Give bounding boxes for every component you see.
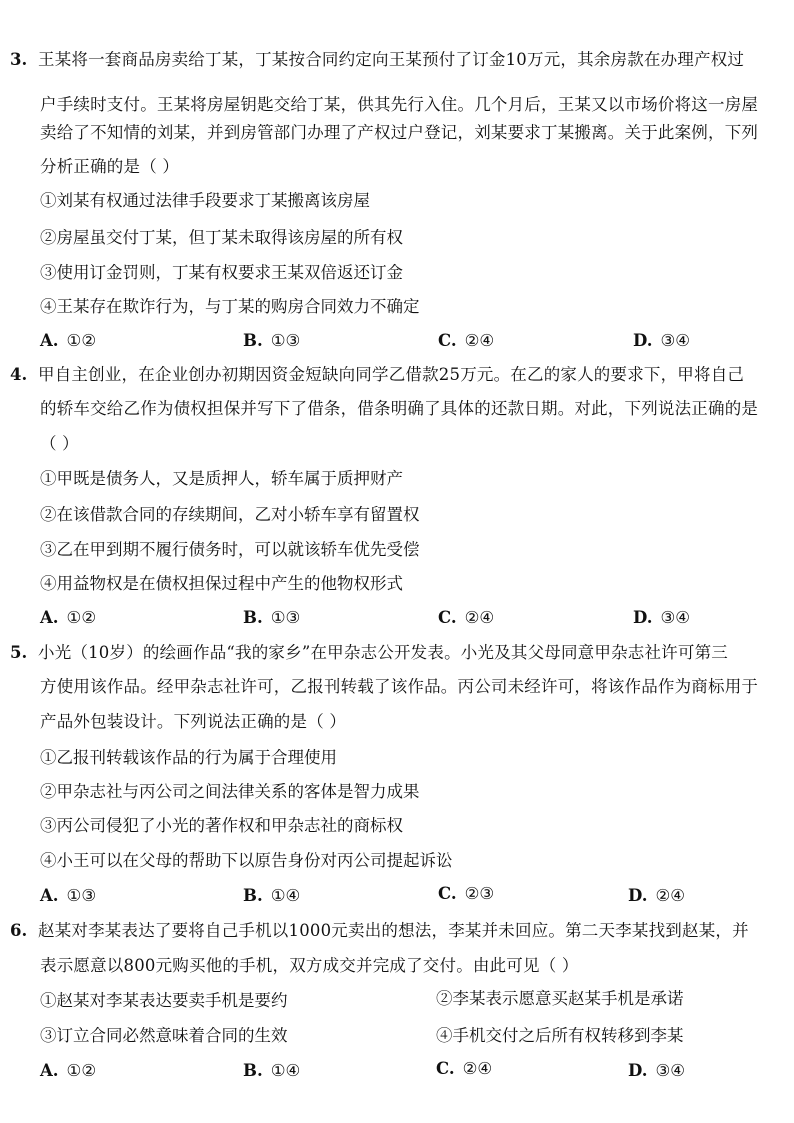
choice-text: ②④ — [464, 331, 495, 350]
choice-text: ①③ — [270, 331, 301, 350]
option-item: ③使用订金罚则，丁某有权要求王某双倍返还订金 — [40, 263, 403, 282]
option-item: ①刘某有权通过法律手段要求丁某搬离该房屋 — [40, 191, 370, 210]
question-stem-line: 赵某对李某表达了要将自己手机以1000元卖出的想法，李某并未回应。第二天李某找到赵某，并 — [38, 921, 749, 940]
choice-c[interactable] — [438, 607, 494, 629]
question-stem-line: 产品外包装设计。下列说法正确的是（ ） — [40, 712, 347, 731]
option-item: ③乙在甲到期不履行债务时，可以就该轿车优先受偿 — [40, 540, 420, 559]
question-stem-line: 卖给了不知情的刘某，并到房管部门办理了产权过户登记，刘某要求丁某搬离。关于此案例，下列 — [40, 123, 759, 142]
choice-letter: D. — [633, 608, 653, 627]
choice-d[interactable] — [633, 330, 690, 352]
choice-letter: A. — [40, 608, 59, 627]
option-item: ①甲既是债务人，又是质押人，轿车属于质押财产 — [40, 469, 403, 488]
choice-a[interactable] — [40, 885, 96, 907]
choice-letter: D. — [628, 886, 648, 905]
choice-b[interactable] — [243, 885, 300, 907]
choice-letter: C. — [438, 608, 457, 627]
choice-d[interactable] — [628, 885, 685, 907]
question-stem-line: 方使用该作品。经甲杂志社许可，乙报刊转载了该作品。丙公司未经许可，将该作品作为商标用于 — [40, 677, 759, 696]
option-item: ①赵某对李某表达要卖手机是要约 — [40, 991, 288, 1010]
choice-c[interactable] — [438, 330, 494, 352]
choice-letter: C. — [436, 1059, 455, 1078]
choice-text: ①④ — [270, 886, 301, 905]
choice-a[interactable] — [40, 607, 96, 629]
choice-c[interactable] — [438, 883, 494, 905]
choice-text: ②③ — [464, 884, 495, 903]
choice-text: ③④ — [660, 331, 691, 350]
choice-b[interactable] — [243, 330, 300, 352]
choice-text: ①② — [66, 1061, 97, 1080]
choice-d[interactable] — [633, 607, 690, 629]
option-item: ②李某表示愿意买赵某手机是承诺 — [436, 989, 684, 1008]
choice-letter: B. — [243, 608, 263, 627]
option-item: ④用益物权是在债权担保过程中产生的他物权形式 — [40, 574, 403, 593]
choice-letter: A. — [40, 886, 59, 905]
question-stem-line: 小光（10岁）的绘画作品“我的家乡”在甲杂志公开发表。小光及其父母同意甲杂志社许可第三 — [38, 643, 728, 662]
question-number: 3. — [10, 50, 28, 69]
choice-b[interactable] — [243, 1060, 300, 1082]
option-item: ①乙报刊转载该作品的行为属于合理使用 — [40, 748, 337, 767]
choice-text: ③④ — [655, 1061, 686, 1080]
option-item: ④手机交付之后所有权转移到李某 — [436, 1026, 684, 1045]
choice-b[interactable] — [243, 607, 300, 629]
choice-text: ①③ — [270, 608, 301, 627]
choice-letter: A. — [40, 1061, 59, 1080]
choice-text: ①② — [66, 608, 97, 627]
question-number: 5. — [10, 643, 28, 662]
question-stem-line: 分析正确的是（ ） — [40, 157, 180, 176]
choice-letter: C. — [438, 884, 457, 903]
choice-a[interactable] — [40, 1060, 96, 1082]
choice-letter: A. — [40, 331, 59, 350]
choice-letter: B. — [243, 886, 263, 905]
question-stem-line: 表示愿意以800元购买他的手机，双方成交并完成了交付。由此可见（ ） — [40, 956, 579, 975]
choice-letter: D. — [633, 331, 653, 350]
option-item: ④王某存在欺诈行为，与丁某的购房合同效力不确定 — [40, 297, 420, 316]
question-number: 6. — [10, 921, 28, 940]
question-number: 4. — [10, 365, 28, 384]
choice-letter: B. — [243, 1061, 263, 1080]
question-stem-line: 甲自主创业，在企业创办初期因资金短缺向同学乙借款25万元。在乙的家人的要求下，甲将自己 — [38, 365, 745, 384]
choice-text: ①② — [66, 331, 97, 350]
option-item: ②甲杂志社与丙公司之间法律关系的客体是智力成果 — [40, 782, 420, 801]
option-item: ③订立合同必然意味着合同的生效 — [40, 1026, 288, 1045]
choice-c[interactable] — [436, 1058, 492, 1080]
option-item: ④小王可以在父母的帮助下以原告身份对丙公司提起诉讼 — [40, 851, 453, 870]
question-stem-line: 户手续时支付。王某将房屋钥匙交给丁某，供其先行入住。几个月后，王某又以市场价将这一房屋 — [40, 95, 759, 114]
choice-text: ②④ — [655, 886, 686, 905]
choice-d[interactable] — [628, 1060, 685, 1082]
option-item: ③丙公司侵犯了小光的著作权和甲杂志社的商标权 — [40, 816, 403, 835]
choice-letter: D. — [628, 1061, 648, 1080]
choice-text: ②④ — [462, 1059, 493, 1078]
question-stem-line: （ ） — [40, 434, 79, 453]
choice-text: ③④ — [660, 608, 691, 627]
option-item: ②在该借款合同的存续期间，乙对小轿车享有留置权 — [40, 505, 420, 524]
choice-letter: C. — [438, 331, 457, 350]
choice-text: ①③ — [66, 886, 97, 905]
choice-text: ①④ — [270, 1061, 301, 1080]
option-item: ②房屋虽交付丁某，但丁某未取得该房屋的所有权 — [40, 228, 403, 247]
question-stem-line: 王某将一套商品房卖给丁某，丁某按合同约定向王某预付了订金10万元，其余房款在办理产权过 — [38, 50, 745, 69]
question-stem-line: 的轿车交给乙作为债权担保并写下了借条，借条明确了具体的还款日期。对此，下列说法正确的是 — [40, 399, 759, 418]
choice-a[interactable] — [40, 330, 96, 352]
choice-letter: B. — [243, 331, 263, 350]
choice-text: ②④ — [464, 608, 495, 627]
